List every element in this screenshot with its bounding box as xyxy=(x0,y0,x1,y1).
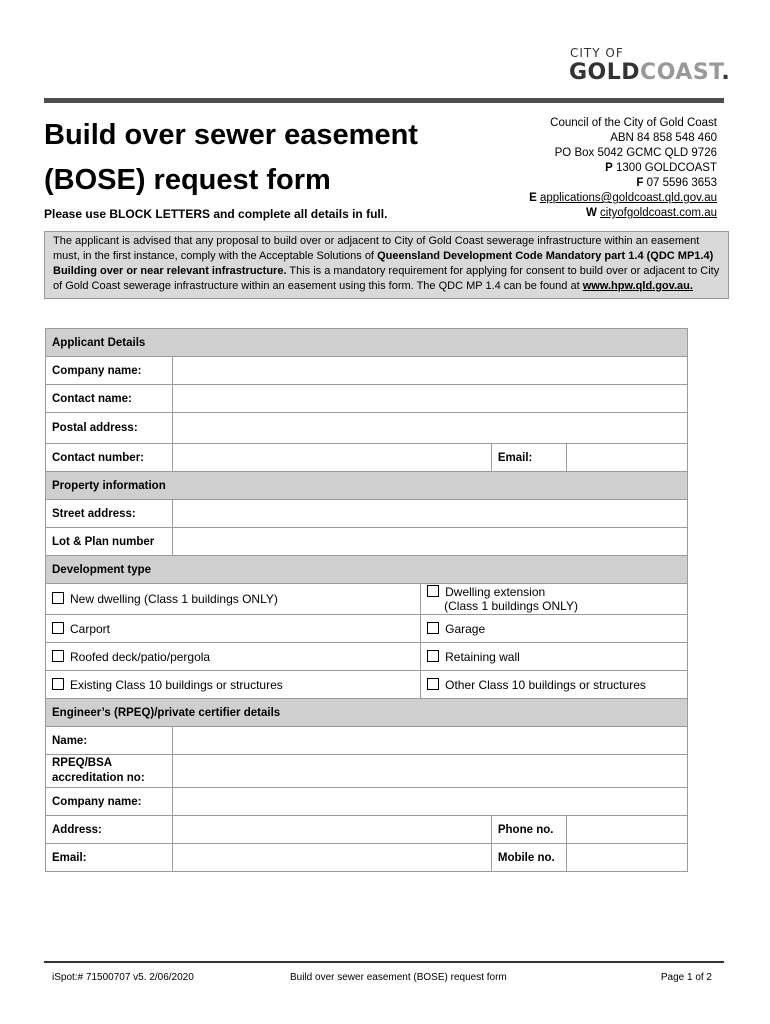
council-contact xyxy=(529,116,717,221)
label-company: Company name: xyxy=(46,357,173,385)
section-property: Property information xyxy=(46,472,688,500)
label-engineer-company: Company name: xyxy=(46,788,173,816)
logo xyxy=(569,60,730,85)
option-carport[interactable]: Carport xyxy=(46,615,421,643)
instructions: Please use BLOCK LETTERS and complete all details in full. xyxy=(44,207,388,221)
notice-box: The applicant is advised that any proposal to build over or adjacent to City of Gold Coast sewerage infrastructure within an easement must, in the first instance, comply with the Acceptable Solutions of Queensland Development Code Mandatory part 1.4 (QDC MP1.4) Building over or near relevant infrastructure. This is a mandatory requirement for applying for consent to build over or adjacent to City of Gold Coast sewerage infrastructure within an easement using this form. The QDC MP 1.4 can be found at www.hpw.qld.gov.au. xyxy=(44,231,729,299)
council-fax: F 07 5596 3653 xyxy=(636,177,717,189)
footer-title: Build over sewer easement (BOSE) request form xyxy=(290,972,507,983)
header-rule xyxy=(44,98,724,103)
option-retaining-wall[interactable]: Retaining wall xyxy=(421,643,688,671)
label-address: Address: xyxy=(46,816,173,844)
checkbox[interactable] xyxy=(52,650,64,662)
checkbox[interactable] xyxy=(427,678,439,690)
option-other-class10[interactable]: Other Class 10 buildings or structures xyxy=(421,671,688,699)
engineer-name-field[interactable] xyxy=(173,727,688,755)
label-engineer-email: Email: xyxy=(46,844,173,872)
checkbox[interactable] xyxy=(52,592,64,604)
checkbox[interactable] xyxy=(427,650,439,662)
street-address-field[interactable] xyxy=(173,500,688,528)
logo-dot: . xyxy=(721,60,731,85)
engineer-email-field[interactable] xyxy=(173,844,492,872)
council-web-link[interactable]: cityofgoldcoast.com.au xyxy=(600,207,717,219)
logo-coast: COAST xyxy=(640,60,722,85)
council-name: Council of the City of Gold Coast xyxy=(550,117,717,129)
rpeq-field[interactable] xyxy=(173,755,688,788)
label-rpeq: RPEQ/BSA accreditation no: xyxy=(46,755,173,788)
section-development: Development type xyxy=(46,556,688,584)
label-street: Street address: xyxy=(46,500,173,528)
checkbox[interactable] xyxy=(427,585,439,597)
contact-number-field[interactable] xyxy=(173,444,492,472)
footer-page: Page 1 of 2 xyxy=(660,972,712,983)
council-abn: ABN 84 858 548 460 xyxy=(610,132,717,144)
page-title: Build over sewer easement (BOSE) request form xyxy=(44,119,418,196)
footer-doc-id: iSpot:# 71500707 v5. 2/06/2020 xyxy=(52,972,194,983)
label-mobile: Mobile no. xyxy=(491,844,566,872)
form-table xyxy=(45,328,688,872)
option-dwelling-extension[interactable]: Dwelling extension (Class 1 buildings ONLY) xyxy=(421,584,688,615)
logo-gold: GOLD xyxy=(569,60,641,85)
section-engineer: Engineer’s (RPEQ)/private certifier details xyxy=(46,699,688,727)
option-new-dwelling[interactable]: New dwelling (Class 1 buildings ONLY) xyxy=(46,584,421,615)
checkbox[interactable] xyxy=(52,622,64,634)
council-email: E applications@goldcoast.qld.gov.au xyxy=(529,192,717,204)
logo-city-of: CITY OF xyxy=(570,46,624,60)
mobile-field[interactable] xyxy=(566,844,687,872)
section-applicant: Applicant Details xyxy=(46,329,688,357)
council-phone: P 1300 GOLDCOAST xyxy=(605,162,717,174)
contact-name-field[interactable] xyxy=(173,385,688,413)
address-field[interactable] xyxy=(173,816,492,844)
option-roofed-deck[interactable]: Roofed deck/patio/pergola xyxy=(46,643,421,671)
council-po-box: PO Box 5042 GCMC QLD 9726 xyxy=(554,147,717,159)
checkbox[interactable] xyxy=(52,678,64,690)
phone-field[interactable] xyxy=(566,816,687,844)
company-name-field[interactable] xyxy=(173,357,688,385)
option-garage[interactable]: Garage xyxy=(421,615,688,643)
label-postal: Postal address: xyxy=(46,413,173,444)
label-email: Email: xyxy=(491,444,566,472)
label-phone: Phone no. xyxy=(491,816,566,844)
label-contact-number: Contact number: xyxy=(46,444,173,472)
council-web: W cityofgoldcoast.com.au xyxy=(585,207,717,219)
checkbox[interactable] xyxy=(427,622,439,634)
engineer-company-field[interactable] xyxy=(173,788,688,816)
notice-link[interactable]: www.hpw.qld.gov.au. xyxy=(582,280,693,292)
council-email-link[interactable]: applications@goldcoast.qld.gov.au xyxy=(539,192,717,204)
label-contact: Contact name: xyxy=(46,385,173,413)
lot-plan-field[interactable] xyxy=(173,528,688,556)
option-existing-class10[interactable]: Existing Class 10 buildings or structures xyxy=(46,671,421,699)
footer-rule xyxy=(44,961,724,963)
label-engineer-name: Name: xyxy=(46,727,173,755)
postal-address-field[interactable] xyxy=(173,413,688,444)
email-field[interactable] xyxy=(566,444,687,472)
label-lot: Lot & Plan number xyxy=(46,528,173,556)
